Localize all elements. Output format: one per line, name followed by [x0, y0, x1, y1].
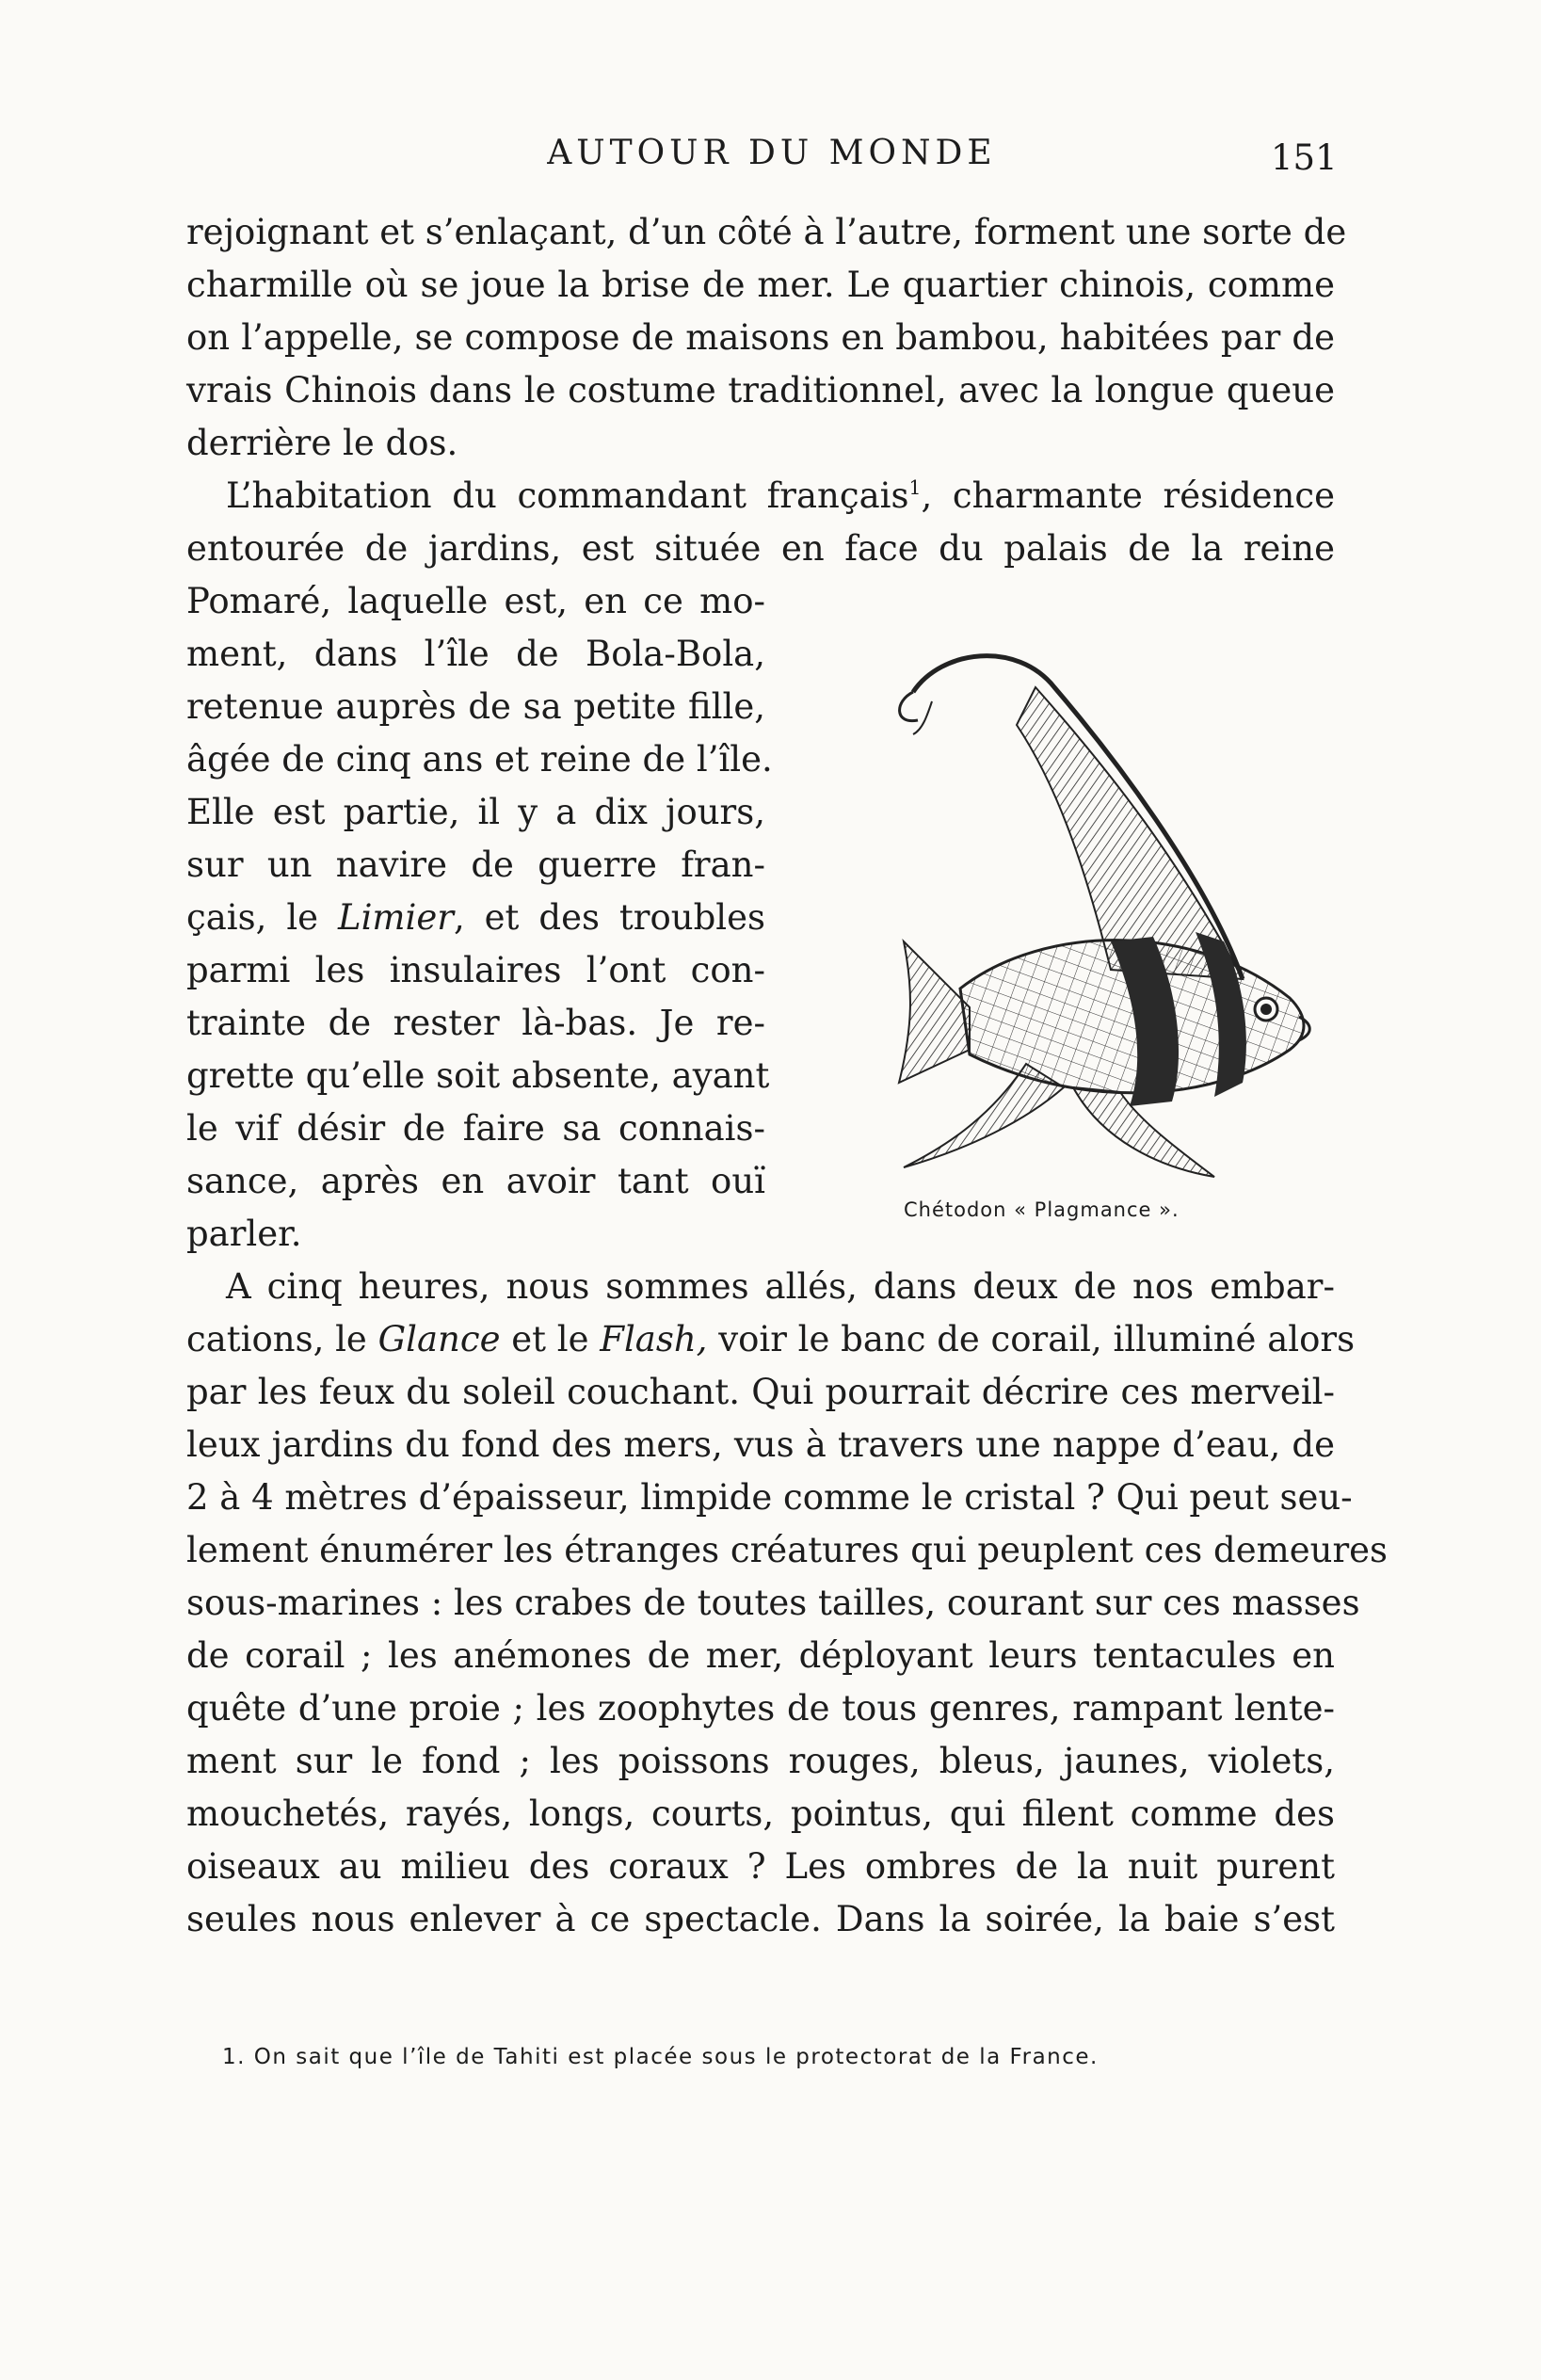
- text-line: sous-marines : les crabes de toutes tailles, courant sur ces masses: [186, 1583, 1360, 1623]
- text-line: âgée de cinq ans et reine de l’île.: [186, 739, 773, 780]
- text-line: de corail ; les anémones de mer, déployant leurs tentacules en: [186, 1635, 1335, 1676]
- text-line: derrière le dos.: [186, 423, 458, 463]
- text-line: çais, le Limier, et des troubles: [186, 897, 765, 938]
- text-line: lement énumérer les étranges créatures qui peuplent ces demeures: [186, 1530, 1389, 1570]
- text-line: A cinq heures, nous sommes allés, dans deux de nos embar-: [226, 1266, 1335, 1307]
- text-line: 2 à 4 mètres d’épaisseur, limpide comme le cristal ? Qui peut seu-: [186, 1477, 1353, 1518]
- text-line: grette qu’elle soit absente, ayant: [186, 1055, 770, 1096]
- footnote: 1. On sait que l’île de Tahiti est placée sous le protectorat de la France.: [222, 2045, 1099, 2069]
- text-line: entourée de jardins, est située en face du palais de la reine: [186, 528, 1335, 569]
- text-line: rejoignant et s’enlaçant, d’un côté à l’autre, forment une sorte de: [186, 212, 1347, 252]
- text-line: vrais Chinois dans le costume traditionnel, avec la longue queue: [186, 370, 1335, 410]
- text-line: le vif désir de faire sa connais-: [186, 1108, 765, 1149]
- text-line: trainte de rester là-bas. Je re-: [186, 1003, 765, 1043]
- text-line: sur un navire de guerre fran-: [186, 844, 765, 885]
- text-line: charmille où se joue la brise de mer. Le quartier chinois, comme: [186, 265, 1335, 305]
- text-line: L’habitation du commandant français$^1$, charmante résidence: [226, 475, 1335, 516]
- text-line: par les feux du soleil couchant. Qui pourrait décrire ces merveil-: [186, 1372, 1335, 1412]
- footnote-ref: 1: [908, 475, 922, 499]
- text-line: retenue auprès de sa petite fille,: [186, 686, 765, 727]
- text-line: Pomaré, laquelle est, en ce mo-: [186, 581, 765, 621]
- text-line: seules nous enlever à ce spectacle. Dans la soirée, la baie s’est: [186, 1899, 1335, 1939]
- figure-caption: Chétodon « Plagmance ».: [904, 1198, 1180, 1221]
- text-line: on l’appelle, se compose de maisons en bambou, habitées par de: [186, 317, 1335, 358]
- fish-illustration: [800, 612, 1346, 1196]
- text-line: leux jardins du fond des mers, vus à travers une nappe d’eau, de: [186, 1424, 1335, 1465]
- text-line: Elle est partie, il y a dix jours,: [186, 792, 765, 832]
- running-header: AUTOUR DU MONDE: [547, 134, 997, 172]
- text-line: mouchetés, rayés, longs, courts, pointus, qui filent comme des: [186, 1793, 1335, 1834]
- text-line: sance, après en avoir tant ouï: [186, 1161, 765, 1201]
- text-line: ment sur le fond ; les poissons rouges, bleus, jaunes, violets,: [186, 1741, 1335, 1781]
- text-line: ment, dans l’île de Bola-Bola,: [186, 634, 765, 674]
- text-line: cations, le Glance et le Flash, voir le banc de corail, illuminé alors: [186, 1319, 1356, 1359]
- text-line: parmi les insulaires l’ont con-: [186, 950, 765, 990]
- text-line: quête d’une proie ; les zoophytes de tous genres, rampant lente-: [186, 1688, 1335, 1729]
- page-number: 151: [1271, 137, 1338, 178]
- text-line: oiseaux au milieu des coraux ? Les ombres de la nuit purent: [186, 1846, 1335, 1887]
- text-line: parler.: [186, 1214, 302, 1254]
